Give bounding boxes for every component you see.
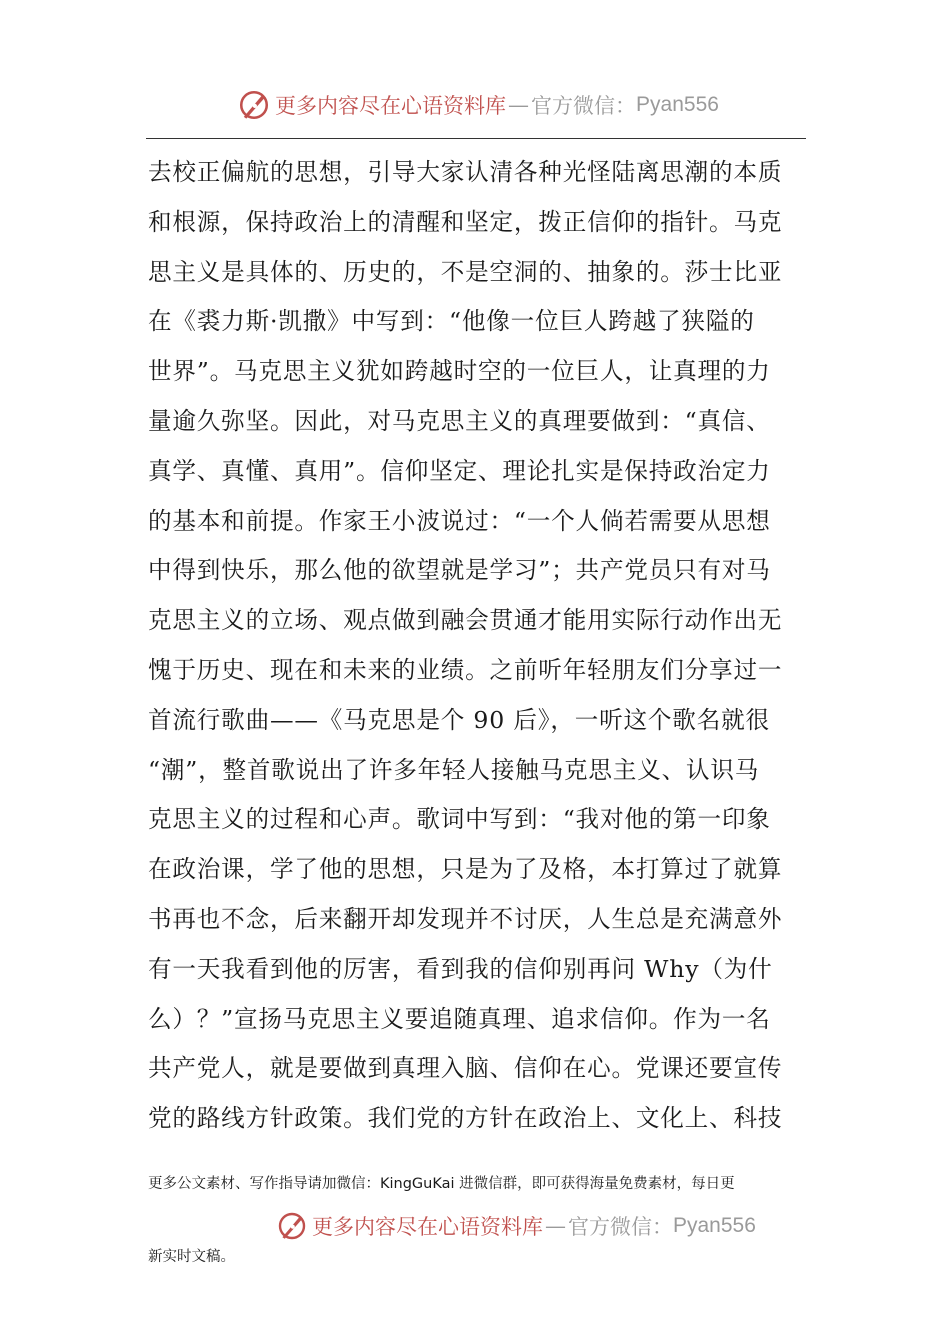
official-wechat-label: 官方微信：	[531, 94, 637, 118]
body-line: 书再也不念，后来翻开却发现并不讨厌，人生总是充满意外	[148, 904, 783, 933]
wechat-id: Pyan556	[636, 93, 719, 116]
body-line: 党的路线方针政策。我们党的方针在政治上、文化上、科技	[148, 1104, 783, 1133]
body-line: 有一天我看到他的厉害，看到我的信仰别再问 Why（为什	[148, 954, 773, 983]
body-line: 愧于历史、现在和未来的业绩。之前听年轻朋友们分享过一	[148, 655, 783, 684]
body-line: 么）？”宣扬马克思主义要追随真理、追求信仰。作为一名	[148, 1004, 771, 1033]
footer-official-label: 官方微信：	[568, 1215, 673, 1239]
body-line: 思主义是具体的、历史的，不是空洞的、抽象的。莎士比亚	[148, 257, 783, 286]
pen-logo-icon	[276, 1210, 308, 1242]
footer-tail: 新实时文稿。	[148, 1249, 235, 1265]
footer-wechat-id: Pyan556	[673, 1214, 756, 1237]
brand-separator: —	[508, 93, 530, 117]
header-divider	[146, 138, 806, 139]
body-line: 在《裘力斯·凯撒》中写到：“他像一位巨人跨越了狭隘的	[148, 307, 755, 336]
body-line: 克思主义的过程和心声。歌词中写到：“我对他的第一印象	[148, 805, 771, 834]
footer-note: 更多公文素材、写作指导请加微信：KingGuKai 进微信群，即可获得海量免费素材，每日更	[148, 1176, 735, 1192]
body-line: 首流行歌曲——《马克思是个 90 后》，一听这个歌名就很	[148, 705, 770, 734]
body-line: 共产党人，就是要做到真理入脑、信仰在心。党课还要宣传	[148, 1054, 783, 1083]
pen-logo-icon	[237, 88, 271, 122]
body-line: 和根源，保持政治上的清醒和坚定，拨正信仰的指针。马克	[148, 207, 783, 236]
body-line: 中得到快乐，那么他的欲望就是学习”；共产党员只有对马	[148, 556, 771, 585]
footer-brand-separator: —	[545, 1214, 566, 1238]
body-line: 在政治课，学了他的思想，只是为了及格，本打算过了就算	[148, 855, 783, 884]
body-line: 量逾久弥坚。因此，对马克思主义的真理要做到：“真信、	[148, 406, 771, 435]
body-line: 世界”。马克思主义犹如跨越时空的一位巨人，让真理的力	[148, 357, 771, 386]
body-line: 的基本和前提。作家王小波说过：“一个人倘若需要从思想	[148, 506, 771, 535]
footer-watermark	[276, 1206, 756, 1246]
page-header	[148, 80, 808, 130]
body-line: “潮”，整首歌说出了许多年轻人接触马克思主义、认识马	[148, 755, 760, 784]
body-line: 克思主义的立场、观点做到融会贯通才能用实际行动作出无	[148, 606, 783, 635]
brand-name: 更多内容尽在心语资料库	[275, 94, 507, 118]
body-line: 去校正偏航的思想，引导大家认清各种光怪陆离思潮的本质	[148, 158, 783, 186]
document-body	[148, 148, 808, 1144]
body-line: 真学、真懂、真用”。信仰坚定、理论扎实是保持政治定力	[148, 456, 771, 485]
footer-brand-name: 更多内容尽在心语资料库	[312, 1215, 543, 1239]
